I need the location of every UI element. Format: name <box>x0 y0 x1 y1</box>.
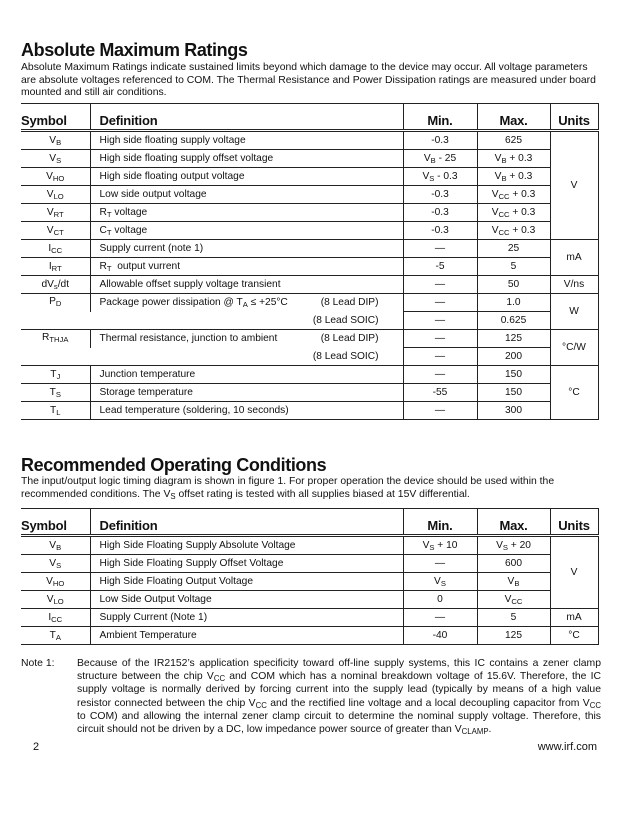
definition-cell: $R_T$ voltage <box>90 204 403 222</box>
page-number: 2 <box>33 741 40 753</box>
definition-cell: Low Side Output Voltage <box>90 591 403 609</box>
table-row <box>21 555 598 573</box>
table-row <box>21 348 598 366</box>
units-cell: °C <box>550 366 598 420</box>
table-row <box>21 536 598 555</box>
max-cell: 125 <box>477 330 550 348</box>
max-cell: $V_B + 0.3$ <box>477 168 550 186</box>
max-cell: $V_{CC}$ <box>477 591 550 609</box>
max-cell: $V_B$ <box>477 573 550 591</box>
max-cell: 50 <box>477 276 550 294</box>
max-cell: 150 <box>477 384 550 402</box>
symbol-cell: $I_{CC}$ <box>21 609 90 627</box>
definition-cell: Allowable offset supply voltage transient <box>90 276 403 294</box>
definition-cell: Low side output voltage <box>90 186 403 204</box>
units-cell: mA <box>550 609 598 627</box>
units-cell: °C/W <box>550 330 598 366</box>
col-header-units: Units <box>550 509 598 536</box>
footnote-label: Note 1: <box>21 658 55 669</box>
symbol-cell: $V_{LO}$ <box>21 186 90 204</box>
units-cell: W <box>550 294 598 330</box>
table-row <box>21 402 598 420</box>
min-cell: -0.3 <box>403 222 477 240</box>
units-cell: V/ns <box>550 276 598 294</box>
max-cell: $V_{CC} + 0.3$ <box>477 186 550 204</box>
min-cell: -0.3 <box>403 186 477 204</box>
table-row <box>21 258 598 276</box>
table-row <box>21 330 598 348</box>
footnote-body: Because of the IR2152’s application specificity toward off-line supply systems, this IC contains a zener clamp structure between the chip $V_{CC}$ and COM which has a nominal breakdown voltage of 15.6V. Therefore, the IC supply voltage is normally derived by forcing current into the supply lead (typically by means of a high value resistor connected between the chip $V_{CC}$ and the rectified line voltage and a local decoupling capacitor from $V_{CC}$ to COM) and allowing the internal zener clamp circuit to determine the nominal supply voltage. Therefore, this circuit should not be driven by a DC, low impedance power source of greater than $V_{CLAMP}$. <box>77 658 601 737</box>
col-header-min: Min. <box>403 104 477 131</box>
definition-cell: Supply current (note 1) <box>90 240 403 258</box>
table-row <box>21 609 598 627</box>
symbol-cell: $V_B$ <box>21 536 90 555</box>
max-cell: $V_{CC} + 0.3$ <box>477 222 550 240</box>
max-cell: 625 <box>477 131 550 150</box>
col-header-symbol: Symbol <box>21 509 90 536</box>
table-row <box>21 276 598 294</box>
symbol-cell: $V_{RT}$ <box>21 204 90 222</box>
definition-cell: High side floating supply voltage <box>90 131 403 150</box>
symbol-cell: $dV_s/dt$ <box>21 276 90 294</box>
units-cell: °C <box>550 627 598 645</box>
units-cell: mA <box>550 240 598 276</box>
max-cell: 200 <box>477 348 550 366</box>
max-cell: 300 <box>477 402 550 420</box>
table-row <box>21 294 598 312</box>
table-row <box>21 240 598 258</box>
symbol-cell: $R_{THJA}$ <box>21 330 90 366</box>
col-header-symbol: Symbol <box>21 104 90 131</box>
symbol-cell: $T_S$ <box>21 384 90 402</box>
col-header-min: Min. <box>403 509 477 536</box>
symbol-cell: $V_B$ <box>21 131 90 150</box>
max-cell: 600 <box>477 555 550 573</box>
table-row <box>21 366 598 384</box>
table-row <box>21 573 598 591</box>
definition-cell: Ambient Temperature <box>90 627 403 645</box>
col-header-max: Max. <box>477 509 550 536</box>
symbol-cell: $V_S$ <box>21 555 90 573</box>
symbol-cell: $I_{RT}$ <box>21 258 90 276</box>
section-intro-absolute-max: Absolute Maximum Ratings indicate sustained limits beyond which damage to the device may occur. All voltage parameters are absolute voltages referenced to COM. The Thermal Resistance and Power Dissipation ratings are measured under board mounted and still air conditions. <box>21 62 596 99</box>
symbol-cell: $V_{HO}$ <box>21 573 90 591</box>
symbol-cell: $V_{LO}$ <box>21 591 90 609</box>
symbol-cell: $V_{CT}$ <box>21 222 90 240</box>
recommended-conditions-table <box>21 508 599 645</box>
symbol-cell: $V_{HO}$ <box>21 168 90 186</box>
min-cell: -0.3 <box>403 131 477 150</box>
symbol-cell: $T_L$ <box>21 402 90 420</box>
max-cell: 150 <box>477 366 550 384</box>
definition-cell: $R_T$ output vurrent <box>90 258 403 276</box>
definition-cell: High Side Floating Output Voltage <box>90 573 403 591</box>
max-cell: 1.0 <box>477 294 550 312</box>
max-cell: $V_{CC} + 0.3$ <box>477 204 550 222</box>
absolute-max-table <box>21 103 599 420</box>
col-header-definition: Definition <box>90 509 403 536</box>
max-cell: 0.625 <box>477 312 550 330</box>
min-cell: — <box>403 555 477 573</box>
min-cell: — <box>403 312 477 330</box>
min-cell: $V_B - 25$ <box>403 150 477 168</box>
section-title-absolute-max: Absolute Maximum Ratings <box>21 40 248 60</box>
col-header-definition: Definition <box>90 104 403 131</box>
table-header-row <box>21 104 598 131</box>
units-cell: V <box>550 536 598 609</box>
section-intro-recommended-conditions: The input/output logic timing diagram is shown in figure 1. For proper operation the device should be used within the recommended conditions. The $V_S$ offset rating is tested with all supplies biased at 15V differential. <box>21 476 555 501</box>
table-row <box>21 312 598 330</box>
footnote <box>21 657 601 736</box>
col-header-units: Units <box>550 104 598 131</box>
definition-cell: Junction temperature <box>90 366 403 384</box>
symbol-cell: $T_A$ <box>21 627 90 645</box>
definition-cell: High side floating output voltage <box>90 168 403 186</box>
min-cell: -0.3 <box>403 204 477 222</box>
table-row <box>21 384 598 402</box>
min-cell: — <box>403 402 477 420</box>
min-cell: -5 <box>403 258 477 276</box>
table-row <box>21 186 598 204</box>
definition-cell: Package power dissipation @ $T_A \le +25^\circ C$ (8 Lead DIP) <box>90 294 403 312</box>
definition-cell: High Side Floating Supply Offset Voltage <box>90 555 403 573</box>
symbol-cell: $T_J$ <box>21 366 90 384</box>
max-cell: $V_S + 20$ <box>477 536 550 555</box>
definition-cell: High side floating supply offset voltage <box>90 150 403 168</box>
min-cell: — <box>403 294 477 312</box>
min-cell: $V_S$ <box>403 573 477 591</box>
definition-cell: Storage temperature <box>90 384 403 402</box>
max-cell: 5 <box>477 609 550 627</box>
table-header-row <box>21 509 598 536</box>
definition-cell: High Side Floating Supply Absolute Voltage <box>90 536 403 555</box>
definition-cell: $C_T$ voltage <box>90 222 403 240</box>
symbol-cell: $V_S$ <box>21 150 90 168</box>
section-title-recommended-conditions: Recommended Operating Conditions <box>21 455 327 475</box>
footer-url-link[interactable]: www.irf.com <box>537 741 597 753</box>
table-row <box>21 150 598 168</box>
definition-cell: (8 Lead SOIC) <box>90 348 403 366</box>
min-cell: — <box>403 240 477 258</box>
min-cell: -55 <box>403 384 477 402</box>
min-cell: 0 <box>403 591 477 609</box>
definition-cell: Supply Current (Note 1) <box>90 609 403 627</box>
max-cell: $V_B + 0.3$ <box>477 150 550 168</box>
table-row <box>21 168 598 186</box>
definition-cell: (8 Lead SOIC) <box>90 312 403 330</box>
max-cell: 5 <box>477 258 550 276</box>
table-row <box>21 627 598 645</box>
table-row <box>21 222 598 240</box>
min-cell: — <box>403 276 477 294</box>
min-cell: $V_S - 0.3$ <box>403 168 477 186</box>
definition-cell: Lead temperature (soldering, 10 seconds) <box>90 402 403 420</box>
max-cell: 125 <box>477 627 550 645</box>
min-cell: — <box>403 348 477 366</box>
min-cell: -40 <box>403 627 477 645</box>
col-header-max: Max. <box>477 104 550 131</box>
min-cell: $V_S + 10$ <box>403 536 477 555</box>
max-cell: 25 <box>477 240 550 258</box>
table-row <box>21 591 598 609</box>
min-cell: — <box>403 609 477 627</box>
definition-cell: Thermal resistance, junction to ambient (8 Lead DIP) <box>90 330 403 348</box>
table-row <box>21 131 598 150</box>
min-cell: — <box>403 330 477 348</box>
symbol-cell: $P_D$ <box>21 294 90 330</box>
symbol-cell: $I_{CC}$ <box>21 240 90 258</box>
units-cell: V <box>550 131 598 240</box>
min-cell: — <box>403 366 477 384</box>
table-row <box>21 204 598 222</box>
